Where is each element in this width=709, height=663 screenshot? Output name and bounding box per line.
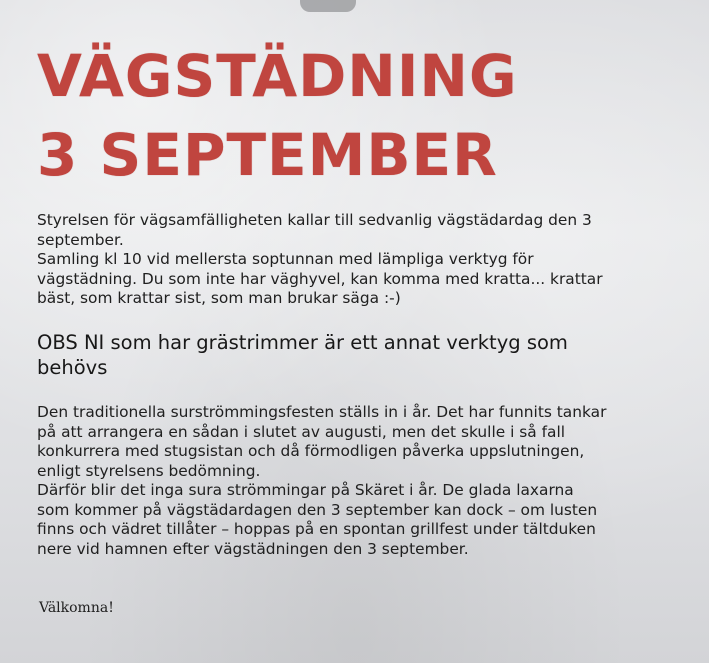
tape-strip — [300, 0, 356, 12]
festival-line: konkurrera med stugsistan och då förmodligen påverka uppslutningen, — [37, 442, 585, 460]
headline-date: 3 SEPTEMBER — [37, 121, 498, 189]
festival-line: på att arrangera en sådan i slutet av augusti, men det skulle i så fall — [37, 422, 566, 441]
intro-line: vägstädning. Du som inte har väghyvel, kan komma med kratta... krattar — [37, 269, 603, 288]
festival-line: Den traditionella surströmmingsfesten ställs in i år. Det har funnits tankar — [37, 403, 607, 421]
closing-greeting: Välkomna! — [39, 600, 114, 616]
grill-line: nere vid hamnen efter vägstädningen den 3 september. — [37, 539, 469, 558]
festival-paragraph — [37, 403, 697, 481]
grill-line: finns och vädret tillåter – hoppas på en spontan grillfest under tältduken — [37, 520, 596, 538]
intro-line: september. — [37, 230, 124, 249]
headline-title: VÄGSTÄDNING — [37, 42, 518, 110]
obs-notice — [37, 330, 568, 380]
festival-line: enligt styrelsens bedömning. — [37, 461, 261, 480]
intro-paragraph — [37, 211, 697, 309]
grill-paragraph — [37, 481, 697, 559]
intro-line: bäst, som krattar sist, som man brukar säga :-) — [37, 289, 401, 307]
obs-line: OBS NI som har grästrimmer är ett annat verktyg som — [37, 331, 568, 354]
obs-line: behövs — [37, 356, 108, 379]
intro-line: Styrelsen för vägsamfälligheten kallar till sedvanlig vägstädardag den 3 — [37, 211, 592, 229]
grill-line: Därför blir det inga sura strömmingar på Skäret i år. De glada laxarna — [37, 481, 574, 499]
intro-line: Samling kl 10 vid mellersta soptunnan med lämpliga verktyg för — [37, 250, 534, 268]
grill-line: som kommer på vägstädardagen den 3 september kan dock – om lusten — [37, 500, 598, 519]
